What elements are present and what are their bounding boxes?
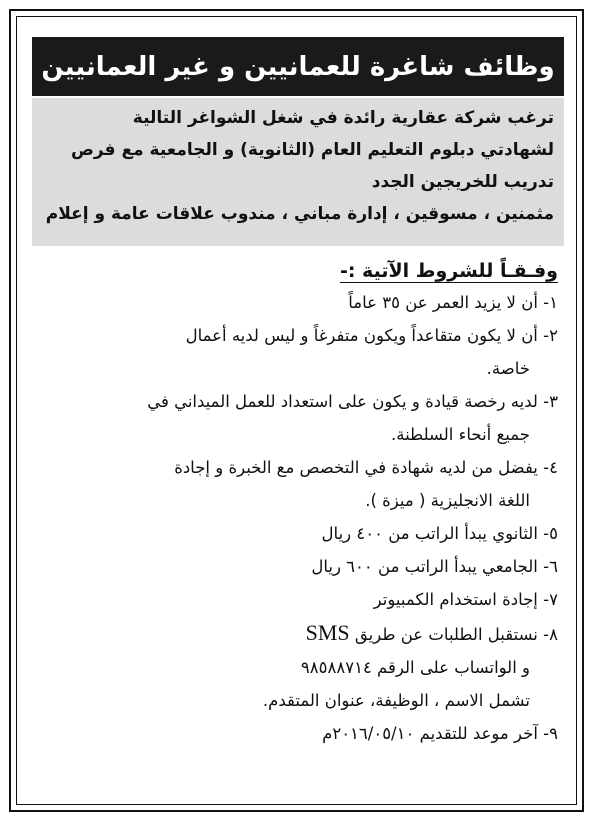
condition-item — [30, 385, 558, 418]
condition-item — [30, 286, 558, 319]
intro-box — [32, 98, 564, 246]
condition-number: ٣- — [543, 392, 558, 411]
condition-text: الثانوي يبدأ الراتب من ٤٠٠ ريال — [321, 524, 538, 543]
intro-line: لشهادتي دبلوم التعليم العام (الثانوية) و الجامعية مع فرص — [70, 140, 554, 160]
sms-label: SMS — [305, 620, 350, 645]
condition-text: آخر موعد للتقديم ٢٠١٦/٠٥/١٠م — [322, 724, 538, 743]
condition-continuation: تشمل الاسم ، الوظيفة، عنوان المتقدم. — [262, 691, 530, 710]
conditions-heading: وفـقـاً للشروط الآتية :- — [339, 260, 558, 282]
condition-item — [30, 583, 558, 616]
condition-text: الجامعي يبدأ الراتب من ٦٠٠ ريال — [311, 557, 538, 576]
condition-number: ٩- — [543, 724, 558, 743]
condition-continuation: و الواتساب على الرقم ٩٨٥٨٨٧١٤ — [300, 658, 530, 677]
intro-line: مثمنين ، مسوقين ، إدارة مباني ، مندوب علاقات عامة و إعلام — [45, 204, 554, 224]
condition-number: ٢- — [543, 326, 558, 345]
condition-number: ٦- — [543, 557, 558, 576]
condition-number: ٥- — [543, 524, 558, 543]
condition-number: ٧- — [543, 590, 558, 609]
condition-continuation: جميع أنحاء السلطنة. — [390, 425, 530, 444]
condition-text: أن لا يكون متقاعداً ويكون متفرغاً و ليس لديه أعمال — [185, 326, 538, 345]
condition-text: لديه رخصة قيادة و يكون على استعداد للعمل الميداني في — [147, 392, 538, 411]
condition-item — [30, 451, 558, 484]
condition-number: ٤- — [543, 458, 558, 477]
condition-continuation: خاصة. — [486, 359, 530, 378]
condition-text: نستقبل الطلبات عن طريق — [354, 625, 538, 644]
condition-item — [30, 717, 558, 750]
intro-line: تدريب للخريجين الجدد — [371, 172, 554, 192]
condition-item — [30, 550, 558, 583]
ad-title — [32, 37, 564, 96]
condition-text: إجادة استخدام الكمبيوتر — [373, 590, 538, 609]
condition-item — [30, 616, 558, 651]
intro-line: ترغب شركة عقارية رائدة في شغل الشواغر التالية — [132, 108, 554, 128]
condition-number: ٨- — [543, 625, 558, 644]
condition-continuation: اللغة الانجليزية ( ميزة ). — [365, 491, 530, 510]
condition-text: أن لا يزيد العمر عن ٣٥ عاماً — [348, 293, 538, 312]
condition-item — [30, 319, 558, 352]
condition-text: يفضل من لديه شهادة في التخصص مع الخبرة و إجادة — [174, 458, 538, 477]
condition-number: ١- — [543, 293, 558, 312]
conditions-section — [30, 256, 558, 750]
condition-item — [30, 517, 558, 550]
ad-title-text: وظائف شاغرة للعمانيين و غير العمانيين — [41, 51, 555, 82]
